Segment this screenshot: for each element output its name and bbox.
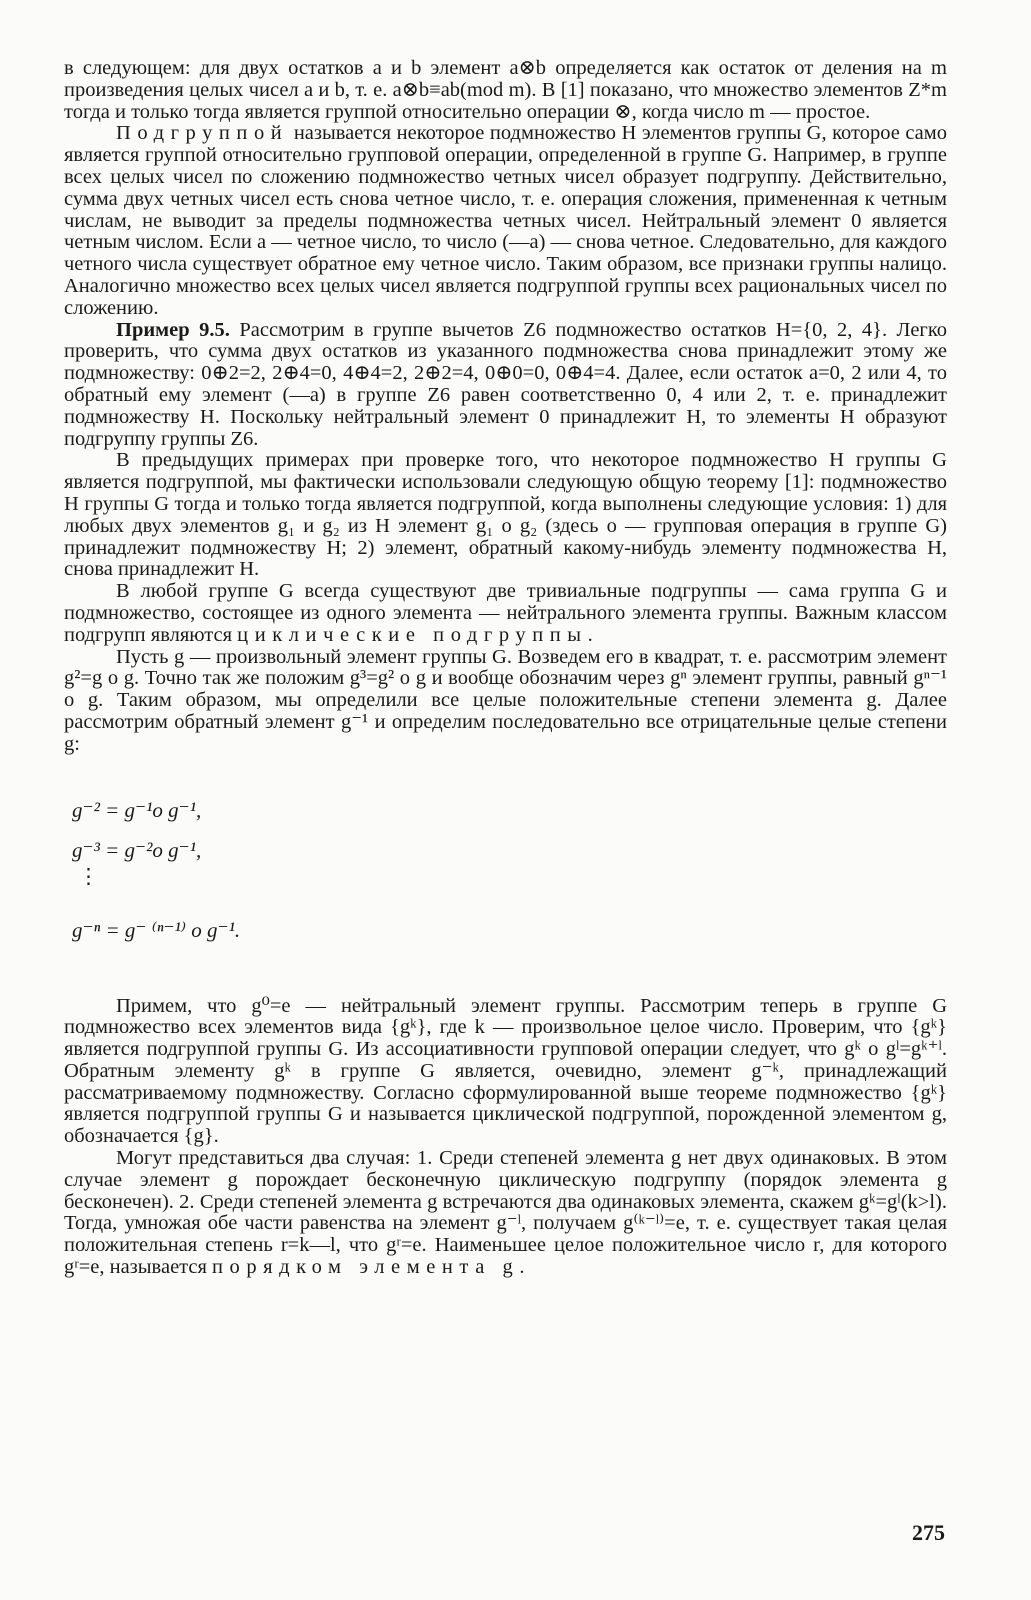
paragraph-5-text: В любой группе G всегда существуют две тривиальные подгруппы — сама группа G и подмножество, состоящее из одного элемента — нейтрального элемента группы. Важным классом подгрупп являются <box>64 580 947 646</box>
formula-line: g⁻³ = g⁻²o g⁻¹, <box>72 837 202 862</box>
example-label: Пример 9.5. <box>116 318 230 341</box>
term-subgroup: Подгруппой <box>116 122 289 145</box>
formula-block <box>72 790 947 950</box>
formula-line: g⁻² = g⁻¹o g⁻¹, <box>72 797 202 822</box>
paragraph-3-text: Рассмотрим в группе вычетов Z6 подмножество остатков H={0, 2, 4}. Легко проверить, что сумма двух остатков из указанного подмножества снова принадлежит этому же подмножеству: 0⊕2=2, 2⊕4=0, 4⊕4=2, 2⊕2=4, 0⊕0=0, 0⊕4=4. Далее, если остаток a=0, 2 или 4, то обратный ему элемент (—a) в группе Z6 равен соответственно 0, 4 или 2, т. е. принадлежит подмножеству H. Поскольку нейтральный элемент 0 принадлежит H, то элементы H образуют подгруппу группы Z6. <box>64 318 947 450</box>
paragraph-8-order <box>64 1148 947 1279</box>
paragraph-7-cyclic-subgroup: Примем, что g⁰=e — нейтральный элемент группы. Рассмотрим теперь в группе G подмножество всех элементов вида {gᵏ}, где k — произвольное целое число. Проверим, что {gᵏ} является подгруппой группы G. Из ассоциативности групповой операции следует, что gᵏ o gˡ=gᵏ⁺ˡ. Обратным элементу gᵏ в группе G является, очевидно, элемент g⁻ᵏ, принадлежащий рассматриваемому подмножеству. Согласно сформулированной выше теореме подмножество {gᵏ} является подгруппой группы G и называется циклической подгруппой, порожденной элементом g, обозначается {g}. <box>64 994 947 1148</box>
paragraph-1: в следующем: для двух остатков a и b элемент a⊗b определяется как остаток от деления на m произведения целых чисел a и b, т. е. a⊗b≡ab(mod m). В [1] показано, что множество элементов Z*m тогда и только тогда является группой относительно операции ⊗, когда число m — простое. <box>64 57 947 123</box>
paragraph-2-subgroup-definition <box>64 123 947 319</box>
formula-vdots: ⋮ <box>78 863 99 888</box>
formula-line: g⁻ⁿ = g⁻ ⁽ⁿ⁻¹⁾ o g⁻¹. <box>72 917 241 942</box>
term-cyclic-subgroups: циклические подгруппы. <box>237 623 600 646</box>
term-element-order: порядком элемента g. <box>212 1256 532 1279</box>
paragraph-3-example <box>64 320 947 451</box>
paragraph-6-powers: Пусть g — произвольный элемент группы G. Возведем его в квадрат, т. е. рассмотрим элемент g²=g o g. Точно так же положим g³=g² o g и вообще обозначим через gⁿ элемент группы, равный gⁿ⁻¹ o g. Таким образом, мы определили все целые положительные степени элемента g. Далее рассмотрим обратный элемент g⁻¹ и определим последовательно все отрицательные целые степени g: <box>64 645 947 755</box>
paragraph-8-text: Могут представиться два случая: 1. Среди степеней элемента g нет двух одинаковых. В этом случае элемент g порождает бесконечную циклическую подгруппу (порядок элемента g бесконечен). 2. Среди степеней элемента g встречаются два одинаковых элемента, скажем gᵏ=gˡ(k>l). Тогда, умножая обе части равенства на элемент g⁻ˡ, получаем g⁽ᵏ⁻ˡ⁾=e, т. е. существует такая целая положительная степень r=k—l, что gʳ=e. Наименьшее целое положительное число r, для которого gʳ=e, называется <box>64 1147 947 1279</box>
paragraph-5-trivial-subgroups <box>64 581 947 646</box>
paragraph-4-theorem: В предыдущих примерах при проверке того, что некоторое подмножество H группы G является подгруппой, мы фактически использовали следующую общую теорему [1]: подмножество H группы G тогда и только тогда является подгруппой, когда выполнены следующие условия: 1) для любых двух элементов g₁ и g₂ из H элемент g₁ o g₂ (здесь o — групповая операция в группе G) принадлежит подмножеству H; 2) элемент, обратный какому-нибудь элементу подмножества H, снова принадлежит H. <box>64 449 947 581</box>
paragraph-2-text: называется некоторое подмножество H элементов группы G, которое само является группой относительно групповой операции, определенной в группе G. Например, в группе всех целых чисел по сложению подмножество четных чисел образует подгруппу. Действительно, сумма двух четных чисел есть снова четное число, т. е. операция сложения, примененная к четным числам, не выводит за пределы подмножества четных чисел. Нейтральный элемент 0 является четным числом. Если a — четное число, то число (—a) — снова четное. Следовательно, для каждого четного числа существует обратное ему четное число. Таким образом, все признаки группы налицо. Аналогично множество всех целых чисел является подгруппой группы всех рациональных чисел по сложению. <box>64 122 947 319</box>
page-number: 275 <box>912 1520 945 1545</box>
